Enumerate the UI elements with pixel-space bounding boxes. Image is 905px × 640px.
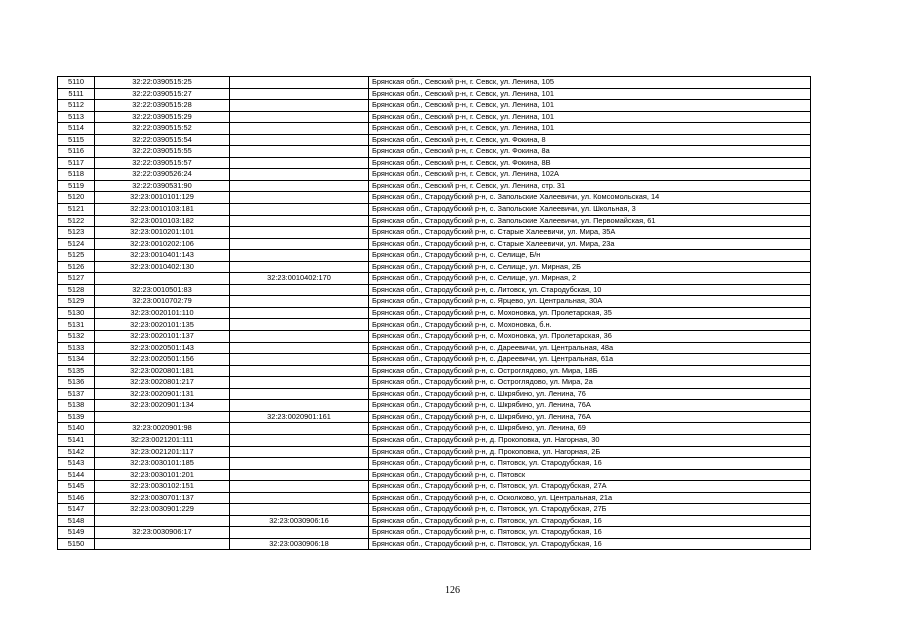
row-number-cell: 5150 <box>58 538 95 550</box>
cadastral-number-cell: 32:23:0030101:201 <box>95 469 230 481</box>
cadastral-number-alt-cell <box>230 169 369 181</box>
table-row <box>58 342 811 354</box>
cadastral-number-cell: 32:23:0030102:151 <box>95 481 230 493</box>
cadastral-number-alt-cell <box>230 261 369 273</box>
row-number-cell: 5127 <box>58 273 95 285</box>
table-row <box>58 284 811 296</box>
cadastral-number-cell: 32:23:0010103:182 <box>95 215 230 227</box>
row-number-cell: 5125 <box>58 250 95 262</box>
table-row <box>58 100 811 112</box>
address-cell: Брянская обл., Стародубский р-н, с. Пятовск, ул. Стародубская, 16 <box>369 515 811 527</box>
table-row <box>58 469 811 481</box>
table-row <box>58 377 811 389</box>
row-number-cell: 5134 <box>58 354 95 366</box>
table-row <box>58 504 811 516</box>
table-row <box>58 204 811 216</box>
table-row <box>58 538 811 550</box>
cadastral-number-alt-cell <box>230 504 369 516</box>
table-row <box>58 88 811 100</box>
row-number-cell: 5143 <box>58 458 95 470</box>
row-number-cell: 5124 <box>58 238 95 250</box>
row-number-cell: 5129 <box>58 296 95 308</box>
table-row <box>58 169 811 181</box>
cadastral-number-alt-cell: 32:23:0010402:170 <box>230 273 369 285</box>
cadastral-number-cell: 32:23:0020101:135 <box>95 319 230 331</box>
address-cell: Брянская обл., Стародубский р-н, с. Пятовск <box>369 469 811 481</box>
cadastral-number-cell: 32:23:0010401:143 <box>95 250 230 262</box>
registry-table <box>57 76 811 550</box>
page-number: 126 <box>445 585 460 596</box>
address-cell: Брянская обл., Севский р-н, г. Севск, ул. Ленина, 105 <box>369 77 811 89</box>
address-cell: Брянская обл., Стародубский р-н, с. Шкрябино, ул. Ленина, 76А <box>369 411 811 423</box>
table-row <box>58 400 811 412</box>
cadastral-number-alt-cell <box>230 157 369 169</box>
address-cell: Брянская обл., Стародубский р-н, с. Остроглядово, ул. Мира, 18Б <box>369 365 811 377</box>
row-number-cell: 5141 <box>58 434 95 446</box>
address-cell: Брянская обл., Стародубский р-н, с. Пятовск, ул. Стародубская, 16 <box>369 538 811 550</box>
table-row <box>58 411 811 423</box>
address-cell: Брянская обл., Стародубский р-н, с. Шкрябино, ул. Ленина, 76 <box>369 388 811 400</box>
address-cell: Брянская обл., Стародубский р-н, с. Селище, Б/н <box>369 250 811 262</box>
row-number-cell: 5147 <box>58 504 95 516</box>
cadastral-number-alt-cell <box>230 180 369 192</box>
table-row <box>58 261 811 273</box>
row-number-cell: 5132 <box>58 331 95 343</box>
address-cell: Брянская обл., Севский р-н, г. Севск, ул. Ленина, 101 <box>369 111 811 123</box>
cadastral-number-alt-cell <box>230 458 369 470</box>
table-row <box>58 446 811 458</box>
cadastral-number-cell: 32:23:0020101:137 <box>95 331 230 343</box>
cadastral-number-cell <box>95 273 230 285</box>
row-number-cell: 5148 <box>58 515 95 527</box>
cadastral-number-alt-cell <box>230 492 369 504</box>
address-cell: Брянская обл., Стародубский р-н, с. Запольские Халеевичи, ул. Школьная, 3 <box>369 204 811 216</box>
table-row <box>58 296 811 308</box>
address-cell: Брянская обл., Стародубский р-н, с. Запольские Халеевичи, ул. Комсомольская, 14 <box>369 192 811 204</box>
table-row <box>58 423 811 435</box>
row-number-cell: 5118 <box>58 169 95 181</box>
address-cell: Брянская обл., Стародубский р-н, д. Прокоповка, ул. Нагорная, 30 <box>369 434 811 446</box>
cadastral-number-alt-cell <box>230 88 369 100</box>
cadastral-number-cell: 32:22:0390515:29 <box>95 111 230 123</box>
address-cell: Брянская обл., Стародубский р-н, с. Селище, ул. Мирная, 2Б <box>369 261 811 273</box>
cadastral-number-alt-cell <box>230 227 369 239</box>
cadastral-number-cell: 32:23:0010202:106 <box>95 238 230 250</box>
cadastral-number-cell: 32:22:0390515:54 <box>95 134 230 146</box>
cadastral-number-alt-cell: 32:23:0020901:161 <box>230 411 369 423</box>
row-number-cell: 5121 <box>58 204 95 216</box>
address-cell: Брянская обл., Стародубский р-н, с. Дареевичи, ул. Центральная, 61а <box>369 354 811 366</box>
address-cell: Брянская обл., Стародубский р-н, с. Пятовск, ул. Стародубская, 16 <box>369 527 811 539</box>
address-cell: Брянская обл., Стародубский р-н, с. Мохоновка, ул. Пролетарская, 35 <box>369 307 811 319</box>
cadastral-number-cell: 32:22:0390515:28 <box>95 100 230 112</box>
address-cell: Брянская обл., Севский р-н, г. Севск, ул. Фокина, 8 <box>369 134 811 146</box>
cadastral-number-cell: 32:22:0390515:25 <box>95 77 230 89</box>
address-cell: Брянская обл., Стародубский р-н, с. Старые Халеевичи, ул. Мира, 23а <box>369 238 811 250</box>
address-cell: Брянская обл., Стародубский р-н, с. Старые Халеевичи, ул. Мира, 35А <box>369 227 811 239</box>
cadastral-number-cell: 32:23:0010201:101 <box>95 227 230 239</box>
cadastral-number-alt-cell <box>230 365 369 377</box>
row-number-cell: 5144 <box>58 469 95 481</box>
cadastral-number-alt-cell <box>230 377 369 389</box>
table-row <box>58 123 811 135</box>
cadastral-number-alt-cell <box>230 331 369 343</box>
cadastral-number-cell: 32:23:0010402:130 <box>95 261 230 273</box>
cadastral-number-alt-cell <box>230 146 369 158</box>
address-cell: Брянская обл., Севский р-н, г. Севск, ул. Ленина, стр. 31 <box>369 180 811 192</box>
table-row <box>58 515 811 527</box>
row-number-cell: 5114 <box>58 123 95 135</box>
row-number-cell: 5120 <box>58 192 95 204</box>
table-row <box>58 134 811 146</box>
cadastral-number-alt-cell <box>230 296 369 308</box>
cadastral-number-alt-cell <box>230 238 369 250</box>
cadastral-number-alt-cell <box>230 204 369 216</box>
table-row <box>58 77 811 89</box>
cadastral-number-alt-cell <box>230 527 369 539</box>
row-number-cell: 5113 <box>58 111 95 123</box>
cadastral-number-alt-cell <box>230 388 369 400</box>
table-row <box>58 192 811 204</box>
table-row <box>58 111 811 123</box>
cadastral-number-cell: 32:23:0020901:98 <box>95 423 230 435</box>
cadastral-number-alt-cell <box>230 134 369 146</box>
cadastral-number-cell: 32:23:0020501:156 <box>95 354 230 366</box>
registry-table-body <box>58 77 811 550</box>
cadastral-number-alt-cell <box>230 400 369 412</box>
row-number-cell: 5140 <box>58 423 95 435</box>
cadastral-number-cell: 32:23:0010101:129 <box>95 192 230 204</box>
table-row <box>58 458 811 470</box>
table-row <box>58 527 811 539</box>
address-cell: Брянская обл., Стародубский р-н, с. Пятовск, ул. Стародубская, 16 <box>369 458 811 470</box>
cadastral-number-alt-cell <box>230 434 369 446</box>
address-cell: Брянская обл., Стародубский р-н, с. Шкрябино, ул. Ленина, 69 <box>369 423 811 435</box>
address-cell: Брянская обл., Стародубский р-н, с. Остроглядово, ул. Мира, 2а <box>369 377 811 389</box>
table-row <box>58 331 811 343</box>
address-cell: Брянская обл., Севский р-н, г. Севск, ул. Фокина, 8В <box>369 157 811 169</box>
row-number-cell: 5128 <box>58 284 95 296</box>
cadastral-number-cell: 32:23:0010103:181 <box>95 204 230 216</box>
table-row <box>58 146 811 158</box>
row-number-cell: 5139 <box>58 411 95 423</box>
address-cell: Брянская обл., Стародубский р-н, с. Дареевичи, ул. Центральная, 48а <box>369 342 811 354</box>
cadastral-number-alt-cell <box>230 250 369 262</box>
table-row <box>58 434 811 446</box>
cadastral-number-alt-cell <box>230 123 369 135</box>
row-number-cell: 5122 <box>58 215 95 227</box>
table-row <box>58 481 811 493</box>
cadastral-number-cell: 32:22:0390515:55 <box>95 146 230 158</box>
address-cell: Брянская обл., Стародубский р-н, с. Пятовск, ул. Стародубская, 27А <box>369 481 811 493</box>
address-cell: Брянская обл., Стародубский р-н, с. Пятовск, ул. Стародубская, 27Б <box>369 504 811 516</box>
address-cell: Брянская обл., Стародубский р-н, с. Селище, ул. Мирная, 2 <box>369 273 811 285</box>
cadastral-number-alt-cell <box>230 481 369 493</box>
row-number-cell: 5131 <box>58 319 95 331</box>
cadastral-number-cell: 32:23:0021201:111 <box>95 434 230 446</box>
cadastral-number-alt-cell: 32:23:0030906:18 <box>230 538 369 550</box>
cadastral-number-cell: 32:23:0020901:134 <box>95 400 230 412</box>
row-number-cell: 5126 <box>58 261 95 273</box>
row-number-cell: 5137 <box>58 388 95 400</box>
cadastral-number-cell: 32:23:0030906:17 <box>95 527 230 539</box>
address-cell: Брянская обл., Стародубский р-н, с. Мохоновка, б.н. <box>369 319 811 331</box>
cadastral-number-cell: 32:23:0020801:217 <box>95 377 230 389</box>
cadastral-number-cell: 32:22:0390531:90 <box>95 180 230 192</box>
table-row <box>58 388 811 400</box>
cadastral-number-cell: 32:23:0030701:137 <box>95 492 230 504</box>
cadastral-number-alt-cell <box>230 284 369 296</box>
address-cell: Брянская обл., Стародубский р-н, с. Мохоновка, ул. Пролетарская, 36 <box>369 331 811 343</box>
row-number-cell: 5135 <box>58 365 95 377</box>
table-row <box>58 273 811 285</box>
cadastral-number-cell: 32:22:0390515:57 <box>95 157 230 169</box>
table-row <box>58 238 811 250</box>
cadastral-number-alt-cell <box>230 307 369 319</box>
cadastral-number-cell: 32:23:0020101:110 <box>95 307 230 319</box>
address-cell: Брянская обл., Севский р-н, г. Севск, ул. Ленина, 101 <box>369 100 811 112</box>
cadastral-number-cell: 32:23:0010501:83 <box>95 284 230 296</box>
cadastral-number-alt-cell <box>230 446 369 458</box>
address-cell: Брянская обл., Севский р-н, г. Севск, ул. Ленина, 101 <box>369 88 811 100</box>
cadastral-number-alt-cell <box>230 319 369 331</box>
cadastral-number-alt-cell <box>230 469 369 481</box>
cadastral-number-alt-cell: 32:23:0030906:16 <box>230 515 369 527</box>
row-number-cell: 5111 <box>58 88 95 100</box>
row-number-cell: 5149 <box>58 527 95 539</box>
cadastral-number-cell <box>95 538 230 550</box>
cadastral-number-alt-cell <box>230 100 369 112</box>
cadastral-number-cell: 32:22:0390526:24 <box>95 169 230 181</box>
address-cell: Брянская обл., Севский р-н, г. Севск, ул. Ленина, 102А <box>369 169 811 181</box>
row-number-cell: 5119 <box>58 180 95 192</box>
table-row <box>58 227 811 239</box>
row-number-cell: 5145 <box>58 481 95 493</box>
row-number-cell: 5117 <box>58 157 95 169</box>
address-cell: Брянская обл., Севский р-н, г. Севск, ул. Фокина, 8а <box>369 146 811 158</box>
cadastral-number-cell: 32:23:0030101:185 <box>95 458 230 470</box>
address-cell: Брянская обл., Стародубский р-н, д. Прокоповка, ул. Нагорная, 2Б <box>369 446 811 458</box>
table-row <box>58 215 811 227</box>
address-cell: Брянская обл., Стародубский р-н, с. Литовск, ул. Стародубская, 10 <box>369 284 811 296</box>
cadastral-number-cell: 32:23:0010702:79 <box>95 296 230 308</box>
address-cell: Брянская обл., Стародубский р-н, с. Осколково, ул. Центральная, 21а <box>369 492 811 504</box>
cadastral-number-alt-cell <box>230 354 369 366</box>
table-row <box>58 307 811 319</box>
row-number-cell: 5136 <box>58 377 95 389</box>
cadastral-number-cell: 32:22:0390515:52 <box>95 123 230 135</box>
cadastral-number-alt-cell <box>230 111 369 123</box>
table-row <box>58 180 811 192</box>
table-row <box>58 365 811 377</box>
address-cell: Брянская обл., Стародубский р-н, с. Запольские Халеевичи, ул. Первомайская, 61 <box>369 215 811 227</box>
row-number-cell: 5146 <box>58 492 95 504</box>
row-number-cell: 5130 <box>58 307 95 319</box>
cadastral-number-cell <box>95 515 230 527</box>
cadastral-number-cell: 32:23:0020801:181 <box>95 365 230 377</box>
row-number-cell: 5133 <box>58 342 95 354</box>
table-row <box>58 354 811 366</box>
row-number-cell: 5115 <box>58 134 95 146</box>
cadastral-number-cell <box>95 411 230 423</box>
cadastral-number-alt-cell <box>230 215 369 227</box>
cadastral-number-cell: 32:23:0030901:229 <box>95 504 230 516</box>
table-row <box>58 492 811 504</box>
row-number-cell: 5110 <box>58 77 95 89</box>
cadastral-number-alt-cell <box>230 77 369 89</box>
row-number-cell: 5142 <box>58 446 95 458</box>
address-cell: Брянская обл., Севский р-н, г. Севск, ул. Ленина, 101 <box>369 123 811 135</box>
cadastral-number-cell: 32:23:0021201:117 <box>95 446 230 458</box>
cadastral-number-cell: 32:23:0020501:143 <box>95 342 230 354</box>
cadastral-number-alt-cell <box>230 342 369 354</box>
cadastral-number-cell: 32:22:0390515:27 <box>95 88 230 100</box>
table-row <box>58 157 811 169</box>
cadastral-number-cell: 32:23:0020901:131 <box>95 388 230 400</box>
table-row <box>58 319 811 331</box>
address-cell: Брянская обл., Стародубский р-н, с. Шкрябино, ул. Ленина, 76А <box>369 400 811 412</box>
cadastral-number-alt-cell <box>230 192 369 204</box>
cadastral-number-alt-cell <box>230 423 369 435</box>
row-number-cell: 5112 <box>58 100 95 112</box>
row-number-cell: 5138 <box>58 400 95 412</box>
table-row <box>58 250 811 262</box>
row-number-cell: 5123 <box>58 227 95 239</box>
row-number-cell: 5116 <box>58 146 95 158</box>
address-cell: Брянская обл., Стародубский р-н, с. Ярцево, ул. Центральная, 30А <box>369 296 811 308</box>
